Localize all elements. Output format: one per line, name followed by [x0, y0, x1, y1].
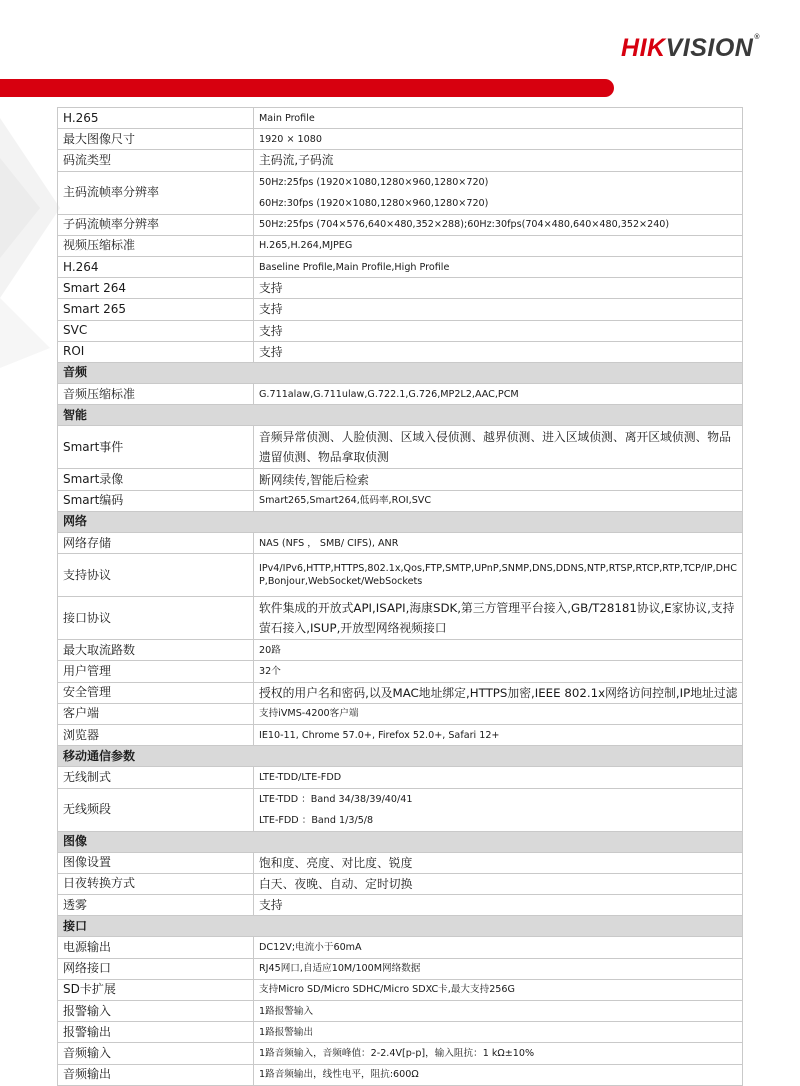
spec-key: 视频压缩标准: [58, 235, 254, 256]
spec-value: 主码流,子码流: [254, 150, 743, 171]
spec-row: [58, 320, 743, 341]
spec-value: [254, 788, 743, 831]
spec-key: 最大图像尺寸: [58, 129, 254, 150]
spec-value: Baseline Profile,Main Profile,High Profile: [254, 256, 743, 277]
spec-value: 支持: [254, 278, 743, 299]
spec-key: 音频输入: [58, 1043, 254, 1064]
spec-value: 1路音频输出，线性电平，阻抗:600Ω: [254, 1064, 743, 1085]
spec-key: 电源输出: [58, 937, 254, 958]
spec-row: [58, 341, 743, 362]
spec-value-line: 60Hz:30fps (1920×1080,1280×960,1280×720): [259, 197, 489, 209]
spec-key: 音频输出: [58, 1064, 254, 1085]
section-title: 网络: [58, 511, 743, 532]
spec-row: [58, 1001, 743, 1022]
spec-value: [254, 171, 743, 214]
spec-row: [58, 703, 743, 724]
spec-row: [58, 979, 743, 1000]
logo-red-text: HIK: [621, 34, 666, 62]
spec-value: IE10-11, Chrome 57.0+, Firefox 52.0+, Safari 12+: [254, 724, 743, 745]
spec-value: DC12V;电流小于60mA: [254, 937, 743, 958]
spec-value: 饱和度、亮度、对比度、锐度: [254, 852, 743, 873]
spec-row: [58, 235, 743, 256]
spec-row: [58, 597, 743, 640]
spec-row: [58, 384, 743, 405]
spec-value: 支持iVMS-4200客户端: [254, 703, 743, 724]
hikvision-logo: [621, 34, 760, 63]
spec-row: [58, 129, 743, 150]
spec-key: 子码流帧率分辨率: [58, 214, 254, 235]
spec-value-line: LTE-FDD ：Band 1/3/5/8: [259, 814, 374, 826]
spec-value: 1路报警输入: [254, 1001, 743, 1022]
spec-value: 支持Micro SD/Micro SDHC/Micro SDXC卡,最大支持256G: [254, 979, 743, 1000]
section-title: 图像: [58, 831, 743, 852]
spec-value: H.265,H.264,MJPEG: [254, 235, 743, 256]
spec-row: [58, 661, 743, 682]
spec-key: 浏览器: [58, 724, 254, 745]
spec-row: [58, 299, 743, 320]
spec-row: [58, 724, 743, 745]
spec-row: [58, 640, 743, 661]
section-title: 移动通信参数: [58, 746, 743, 767]
spec-row: [58, 788, 743, 831]
spec-key: 无线频段: [58, 788, 254, 831]
section-header-row: [58, 511, 743, 532]
logo-dark-text: VISION: [665, 34, 754, 62]
spec-row: [58, 554, 743, 597]
spec-value: 1路报警输出: [254, 1022, 743, 1043]
spec-value: 白天、夜晚、自动、定时切换: [254, 873, 743, 894]
section-title: 接口: [58, 916, 743, 937]
spec-value-line: 50Hz:25fps (1920×1080,1280×960,1280×720): [259, 176, 489, 188]
spec-value: IPv4/IPv6,HTTP,HTTPS,802.1x,Qos,FTP,SMTP,UPnP,SNMP,DNS,DDNS,NTP,RTSP,RTCP,RTP,TCP/IP,DHCP,Bonjour,WebSocket/WebSockets: [254, 554, 743, 597]
spec-row: [58, 1043, 743, 1064]
spec-key: 报警输出: [58, 1022, 254, 1043]
spec-value: 32个: [254, 661, 743, 682]
section-header-row: [58, 831, 743, 852]
spec-row: [58, 1064, 743, 1085]
spec-row: [58, 958, 743, 979]
spec-row: [58, 895, 743, 916]
spec-value: 断网续传,智能后检索: [254, 469, 743, 490]
section-header-row: [58, 916, 743, 937]
spec-key: 报警输入: [58, 1001, 254, 1022]
section-title: 音频: [58, 362, 743, 383]
spec-value: 20路: [254, 640, 743, 661]
registered-mark: ®: [754, 34, 760, 41]
spec-value: 50Hz:25fps (704×576,640×480,352×288);60Hz:30fps(704×480,640×480,352×240): [254, 214, 743, 235]
spec-key: Smart事件: [58, 426, 254, 469]
spec-key: 最大取流路数: [58, 640, 254, 661]
spec-row: [58, 533, 743, 554]
spec-value: 授权的用户名和密码,以及MAC地址绑定,HTTPS加密,IEEE 802.1x网络访问控制,IP地址过滤: [254, 682, 743, 703]
spec-row: [58, 256, 743, 277]
spec-row: [58, 852, 743, 873]
spec-key: 用户管理: [58, 661, 254, 682]
spec-key: 安全管理: [58, 682, 254, 703]
spec-value-line: LTE-TDD ：Band 34/38/39/40/41: [259, 793, 413, 805]
spec-row: [58, 873, 743, 894]
spec-key: SD卡扩展: [58, 979, 254, 1000]
spec-key: 网络存储: [58, 533, 254, 554]
spec-row: [58, 682, 743, 703]
spec-key: Smart 265: [58, 299, 254, 320]
spec-key: 码流类型: [58, 150, 254, 171]
spec-row: [58, 171, 743, 214]
spec-row: [58, 278, 743, 299]
spec-key: 无线制式: [58, 767, 254, 788]
header-red-bar: [0, 79, 614, 97]
section-header-row: [58, 362, 743, 383]
section-title: 智能: [58, 405, 743, 426]
spec-key: 主码流帧率分辨率: [58, 171, 254, 214]
spec-row: [58, 767, 743, 788]
spec-value: 支持: [254, 320, 743, 341]
spec-key: 网络接口: [58, 958, 254, 979]
spec-row: [58, 426, 743, 469]
spec-row: [58, 490, 743, 511]
spec-key: 支持协议: [58, 554, 254, 597]
spec-value: Main Profile: [254, 108, 743, 129]
spec-value: RJ45网口,自适应10M/100M网络数据: [254, 958, 743, 979]
spec-value: 1920 × 1080: [254, 129, 743, 150]
spec-key: 透雾: [58, 895, 254, 916]
spec-value: 1路音频输入，音频峰值：2-2.4V[p-p]，输入阻抗：1 kΩ±10%: [254, 1043, 743, 1064]
spec-value: 软件集成的开放式API,ISAPI,海康SDK,第三方管理平台接入,GB/T28181协议,E家协议,支持萤石接入,ISUP,开放型网络视频接口: [254, 597, 743, 640]
spec-key: H.265: [58, 108, 254, 129]
spec-row: [58, 108, 743, 129]
spec-key: Smart录像: [58, 469, 254, 490]
spec-row: [58, 150, 743, 171]
spec-key: 客户端: [58, 703, 254, 724]
spec-key: Smart 264: [58, 278, 254, 299]
spec-value: 支持: [254, 341, 743, 362]
spec-value: 音频异常侦测、人脸侦测、区域入侵侦测、越界侦测、进入区域侦测、离开区域侦测、物品遗留侦测、物品拿取侦测: [254, 426, 743, 469]
spec-key: ROI: [58, 341, 254, 362]
spec-key: 日夜转换方式: [58, 873, 254, 894]
spec-key: 接口协议: [58, 597, 254, 640]
spec-value: G.711alaw,G.711ulaw,G.722.1,G.726,MP2L2,AAC,PCM: [254, 384, 743, 405]
section-header-row: [58, 746, 743, 767]
spec-key: 图像设置: [58, 852, 254, 873]
spec-table: [57, 107, 743, 1086]
spec-value: Smart265,Smart264,低码率,ROI,SVC: [254, 490, 743, 511]
section-header-row: [58, 405, 743, 426]
spec-value: NAS (NFS ， SMB/ CIFS), ANR: [254, 533, 743, 554]
spec-value: LTE-TDD/LTE-FDD: [254, 767, 743, 788]
spec-row: [58, 469, 743, 490]
spec-key: Smart编码: [58, 490, 254, 511]
spec-value: 支持: [254, 299, 743, 320]
spec-key: 音频压缩标准: [58, 384, 254, 405]
spec-key: SVC: [58, 320, 254, 341]
spec-row: [58, 1022, 743, 1043]
spec-row: [58, 937, 743, 958]
spec-key: H.264: [58, 256, 254, 277]
spec-value: 支持: [254, 895, 743, 916]
spec-row: [58, 214, 743, 235]
